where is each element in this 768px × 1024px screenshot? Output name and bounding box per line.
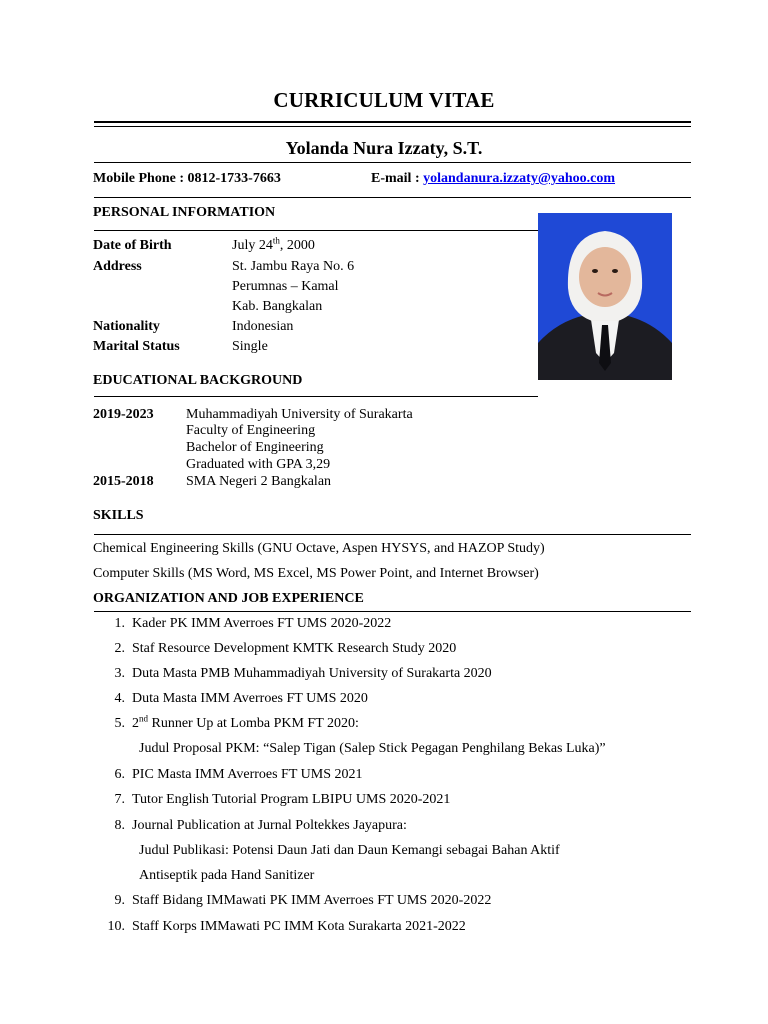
address-line-3: Kab. Bangkalan bbox=[232, 299, 323, 314]
personal-info-rule bbox=[94, 230, 538, 231]
experience-item-continuation: Judul Proposal PKM: “Salep Tigan (Salep Stick Pegagan Penghilang Bekas Luka)” bbox=[139, 741, 606, 756]
experience-item-continuation: Judul Publikasi: Potensi Daun Jati dan Daun Kemangi sebagai Bahan Aktif bbox=[139, 843, 560, 858]
experience-item bbox=[93, 641, 456, 657]
experience-item bbox=[93, 818, 407, 834]
personal-info-heading: PERSONAL INFORMATION bbox=[93, 205, 276, 220]
education-line-1-2: Faculty of Engineering bbox=[186, 423, 316, 438]
experience-item bbox=[93, 691, 368, 707]
profile-photo bbox=[538, 213, 672, 380]
dob-suffix: th bbox=[272, 235, 280, 246]
education-years-2: 2015-2018 bbox=[93, 474, 154, 489]
dob-date: July 24 bbox=[232, 238, 273, 253]
marital-value: Single bbox=[232, 339, 268, 354]
experience-item bbox=[93, 893, 491, 909]
item-number: 3. bbox=[114, 666, 125, 681]
item-text: Staf Resource Development KMTK Research Study 2020 bbox=[132, 641, 457, 656]
nationality-value: Indonesian bbox=[232, 319, 294, 334]
title-rule-top bbox=[94, 121, 691, 123]
item-text: Staff Korps IMMawati PC IMM Kota Surakarta 2021-2022 bbox=[132, 919, 466, 934]
experience-item bbox=[93, 616, 391, 632]
profile-photo-illustration bbox=[538, 213, 672, 380]
item-text: Staff Bidang IMMawati PK IMM Averroes FT UMS 2020-2022 bbox=[132, 893, 492, 908]
item-ordinal-suffix: nd bbox=[139, 713, 148, 724]
item-text: Kader PK IMM Averroes FT UMS 2020-2022 bbox=[132, 616, 392, 631]
address-label: Address bbox=[93, 259, 142, 274]
education-line-1-4: Graduated with GPA 3,29 bbox=[186, 457, 331, 472]
item-number: 9. bbox=[114, 893, 125, 908]
marital-label: Marital Status bbox=[93, 339, 180, 354]
item-text: Runner Up at Lomba PKM FT 2020: bbox=[148, 716, 359, 731]
mobile-phone: Mobile Phone : 0812-1733-7663 bbox=[93, 171, 281, 186]
dob-label: Date of Birth bbox=[93, 238, 172, 253]
experience-heading: ORGANIZATION AND JOB EXPERIENCE bbox=[93, 591, 364, 606]
email-link[interactable]: yolandanura.izzaty@yahoo.com bbox=[423, 171, 616, 186]
item-number: 2. bbox=[114, 641, 125, 656]
email-line bbox=[371, 171, 615, 187]
email-label: E-mail : bbox=[371, 171, 424, 186]
education-heading: EDUCATIONAL BACKGROUND bbox=[93, 373, 303, 388]
item-number: 4. bbox=[114, 691, 125, 706]
item-text: Tutor English Tutorial Program LBIPU UMS 2020-2021 bbox=[132, 792, 451, 807]
dob-year: , 2000 bbox=[279, 238, 315, 253]
cv-title: CURRICULUM VITAE bbox=[273, 88, 495, 112]
address-line-1: St. Jambu Raya No. 6 bbox=[232, 259, 355, 274]
experience-item-continuation: Antiseptik pada Hand Sanitizer bbox=[139, 868, 315, 883]
education-rule bbox=[94, 396, 538, 397]
name-rule bbox=[94, 162, 691, 163]
dob-value bbox=[232, 235, 315, 254]
item-text: Duta Masta IMM Averroes FT UMS 2020 bbox=[132, 691, 368, 706]
item-number: 6. bbox=[114, 767, 125, 782]
experience-item bbox=[93, 666, 492, 682]
experience-item bbox=[93, 767, 363, 783]
item-text: Duta Masta PMB Muhammadiyah University of Surakarta 2020 bbox=[132, 666, 492, 681]
skills-rule bbox=[94, 534, 691, 535]
education-line-1-1: Muhammadiyah University of Surakarta bbox=[186, 407, 413, 422]
contact-rule bbox=[94, 197, 691, 198]
item-text: PIC Masta IMM Averroes FT UMS 2021 bbox=[132, 767, 363, 782]
item-number: 1. bbox=[114, 616, 125, 631]
address-line-2: Perumnas – Kamal bbox=[232, 279, 339, 294]
skill-item-2: Computer Skills (MS Word, MS Excel, MS Power Point, and Internet Browser) bbox=[93, 566, 539, 581]
skills-heading: SKILLS bbox=[93, 508, 144, 523]
item-number: 10. bbox=[107, 919, 125, 934]
item-text: Journal Publication at Jurnal Poltekkes Jayapura: bbox=[132, 818, 407, 833]
person-name: Yolanda Nura Izzaty, S.T. bbox=[285, 138, 483, 158]
experience-item bbox=[93, 919, 466, 935]
education-years-1: 2019-2023 bbox=[93, 407, 154, 422]
education-line-1-3: Bachelor of Engineering bbox=[186, 440, 324, 455]
item-ordinal: 2 bbox=[132, 716, 139, 731]
education-line-2-1: SMA Negeri 2 Bangkalan bbox=[186, 474, 332, 489]
item-number: 8. bbox=[114, 818, 125, 833]
item-number: 7. bbox=[114, 792, 125, 807]
skill-item-1: Chemical Engineering Skills (GNU Octave, Aspen HYSYS, and HAZOP Study) bbox=[93, 541, 545, 556]
experience-item bbox=[93, 713, 359, 732]
item-number: 5. bbox=[114, 716, 125, 731]
experience-item bbox=[93, 792, 450, 808]
title-rule-bottom bbox=[94, 126, 691, 127]
experience-rule bbox=[94, 611, 691, 612]
nationality-label: Nationality bbox=[93, 319, 160, 334]
